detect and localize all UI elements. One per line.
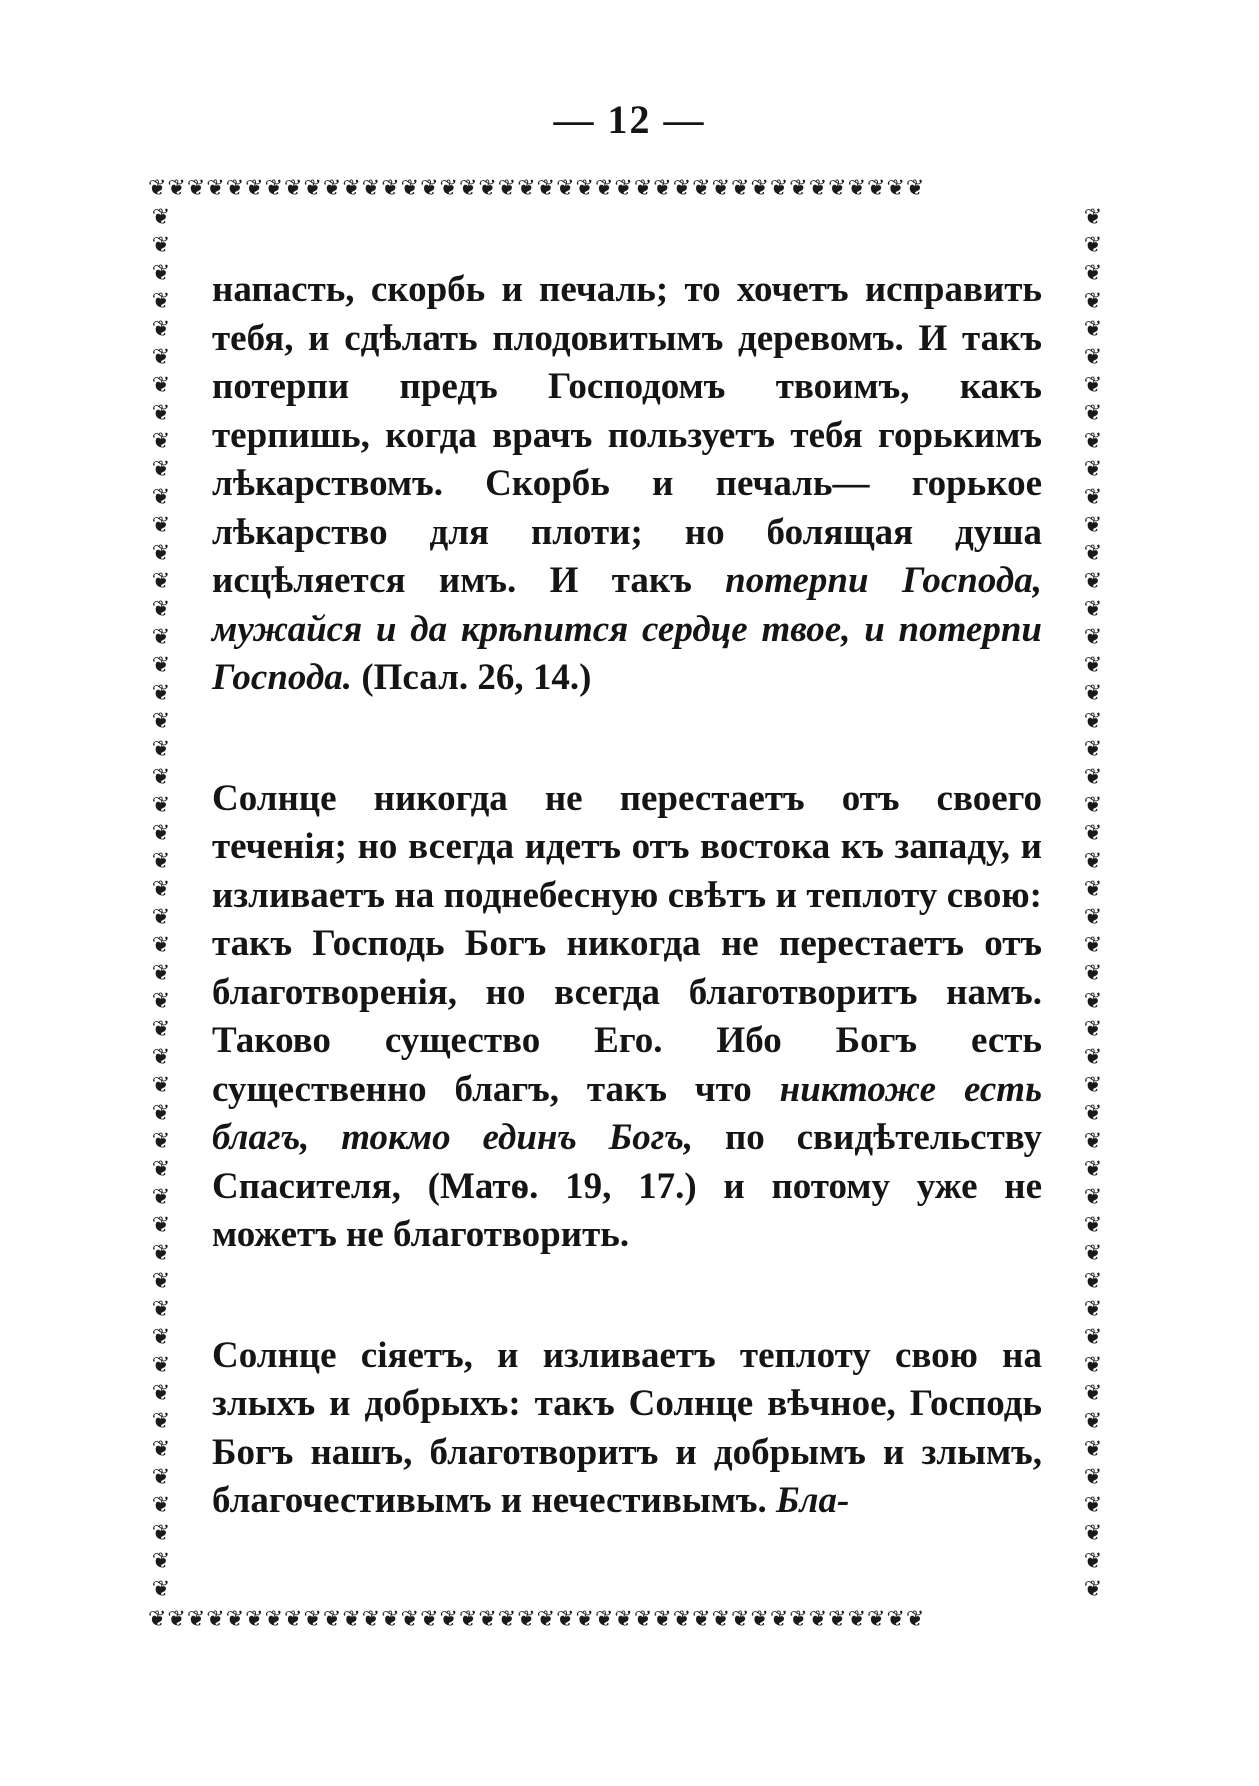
text-segment: Солнце сіяетъ, и изливаетъ теплоту свою на злыхъ и добрыхъ: такъ Солнце вѣчное, Господь Богъ нашъ, благотворитъ и добрымъ и злымъ, благочестивымъ и нечестивымъ. <box>212 1334 1042 1521</box>
paragraph-3 <box>212 1332 1042 1526</box>
text-segment: (Псал. 26, 14.) <box>352 657 592 698</box>
page-number: — 12 — <box>553 97 706 142</box>
ornamental-frame <box>148 178 1106 1635</box>
ornament-border-left: ❦❦❦❦❦❦❦❦❦❦❦❦❦❦❦❦❦❦❦❦❦❦❦❦❦❦❦❦❦❦❦❦❦❦❦❦❦❦❦❦❦❦❦❦❦❦❦❦❦❦ <box>151 205 171 1602</box>
ornament-border-right: ❦❦❦❦❦❦❦❦❦❦❦❦❦❦❦❦❦❦❦❦❦❦❦❦❦❦❦❦❦❦❦❦❦❦❦❦❦❦❦❦❦❦❦❦❦❦❦❦❦❦ <box>1083 205 1103 1602</box>
italic-word: Бла- <box>776 1480 850 1521</box>
text-segment: напасть, скорбь и печаль; то хочетъ исправить тебя, и сдѣлать плодовитымъ деревомъ. И такъ потерпи предъ Господомъ твоимъ, какъ терпишь, когда врачъ пользуетъ тебя горькимъ лѣкарствомъ. Скорбь и печаль— горькое лѣкарство для плоти; но болящая душа исцѣляется имъ. И такъ <box>212 269 1042 601</box>
body-text <box>212 266 1042 1526</box>
italic-quote: потерпи Господа, мужайся и да крѣпится сердце твое, и потерпи Господа. <box>212 560 1043 698</box>
paragraph-2 <box>212 775 1042 1260</box>
ornament-border-bottom: ❦❦❦❦❦❦❦❦❦❦❦❦❦❦❦❦❦❦❦❦❦❦❦❦❦❦❦❦❦❦❦❦❦❦❦❦❦❦❦❦ <box>148 1609 926 1632</box>
text-segment: Солнце никогда не перестаетъ отъ своего теченія; но всегда идетъ отъ востока къ западу, и изливаетъ на поднебесную свѣтъ и теплоту свою: такъ Господь Богъ никогда не перестаетъ отъ благотворенія, но всегда благотворитъ намъ. Таково существо Его. Ибо Богъ есть существенно благъ, такъ что <box>212 777 1042 1110</box>
ornament-border-top: ❦❦❦❦❦❦❦❦❦❦❦❦❦❦❦❦❦❦❦❦❦❦❦❦❦❦❦❦❦❦❦❦❦❦❦❦❦❦❦❦ <box>148 178 926 201</box>
italic-quote: никтоже есть благъ, токмо единъ Богъ, <box>212 1068 1043 1158</box>
paragraph-1 <box>212 266 1042 703</box>
text-segment: по свидѣтельству Спасителя, (Матѳ. 19, 17.) и потому уже не можетъ не благотворить. <box>212 1117 1042 1255</box>
